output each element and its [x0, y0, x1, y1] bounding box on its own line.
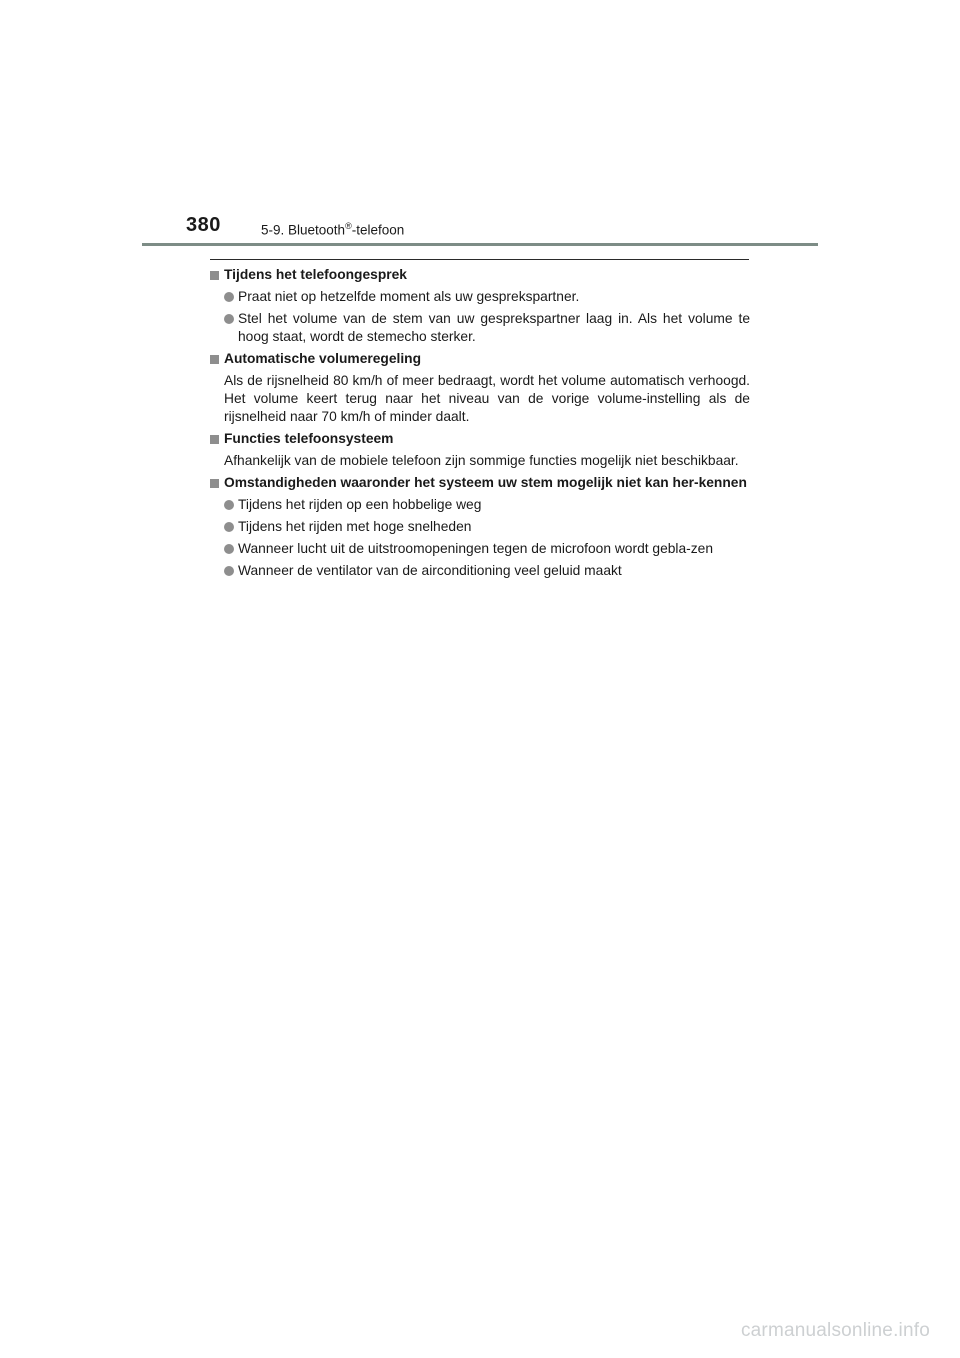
list-item: Stel het volume van de stem van uw gesprekspartner laag in. Als het volume te hoog staat, wordt de stemecho sterker.: [210, 310, 750, 346]
section-tijdens-telefoongesprek: [210, 266, 750, 346]
list-item: Tijdens het rijden op een hobbelige weg: [210, 496, 750, 514]
page-number: 380: [186, 214, 221, 236]
section-paragraph: Afhankelijk van de mobiele telefoon zijn sommige functies mogelijk niet beschikbaar.: [224, 453, 739, 468]
section-functies-telefoonsysteem: [210, 430, 750, 470]
list-item: Praat niet op hetzelfde moment als uw gesprekspartner.: [210, 288, 750, 306]
section-title-prefix: 5-9. Bluetooth: [261, 222, 346, 238]
list-item: Wanneer lucht uit de uitstroomopeningen tegen de microfoon wordt gebla-zen: [210, 540, 750, 558]
circle-bullet-icon: [224, 500, 234, 510]
list-item: Tijdens het rijden met hoge snelheden: [210, 518, 750, 536]
square-bullet-icon: [210, 271, 219, 280]
section-heading: Omstandigheden waaronder het systeem uw stem mogelijk niet kan her-kennen: [210, 474, 750, 492]
section-title: [261, 221, 404, 238]
circle-bullet-icon: [224, 544, 234, 554]
circle-bullet-icon: [224, 292, 234, 302]
content-divider: [210, 259, 749, 260]
circle-bullet-icon: [224, 566, 234, 576]
square-bullet-icon: [210, 435, 219, 444]
section-title-suffix: -telefoon: [351, 222, 405, 238]
list-item: Wanneer de ventilator van de airconditioning veel geluid maakt: [210, 562, 750, 580]
circle-bullet-icon: [224, 522, 234, 532]
section-paragraph: Als de rijsnelheid 80 km/h of meer bedraagt, wordt het volume automatisch verhoogd. Het volume keert terug naar het niveau van de vorige volume-instelling als de rijsnelheid naar 70 km/h of minder daalt.: [224, 373, 750, 424]
section-heading: Automatische volumeregeling: [210, 350, 750, 368]
square-bullet-icon: [210, 479, 219, 488]
page-header: [0, 0, 960, 250]
header-divider: [142, 243, 818, 246]
watermark: carmanualsonline.info: [740, 1320, 930, 1341]
section-omstandigheden: [210, 474, 750, 580]
square-bullet-icon: [210, 355, 219, 364]
section-automatische-volumeregeling: [210, 350, 750, 426]
page-content: [210, 266, 750, 584]
section-heading: Functies telefoonsysteem: [210, 430, 750, 448]
section-heading: Tijdens het telefoongesprek: [210, 266, 750, 284]
circle-bullet-icon: [224, 314, 234, 324]
registered-mark: ®: [345, 221, 352, 231]
